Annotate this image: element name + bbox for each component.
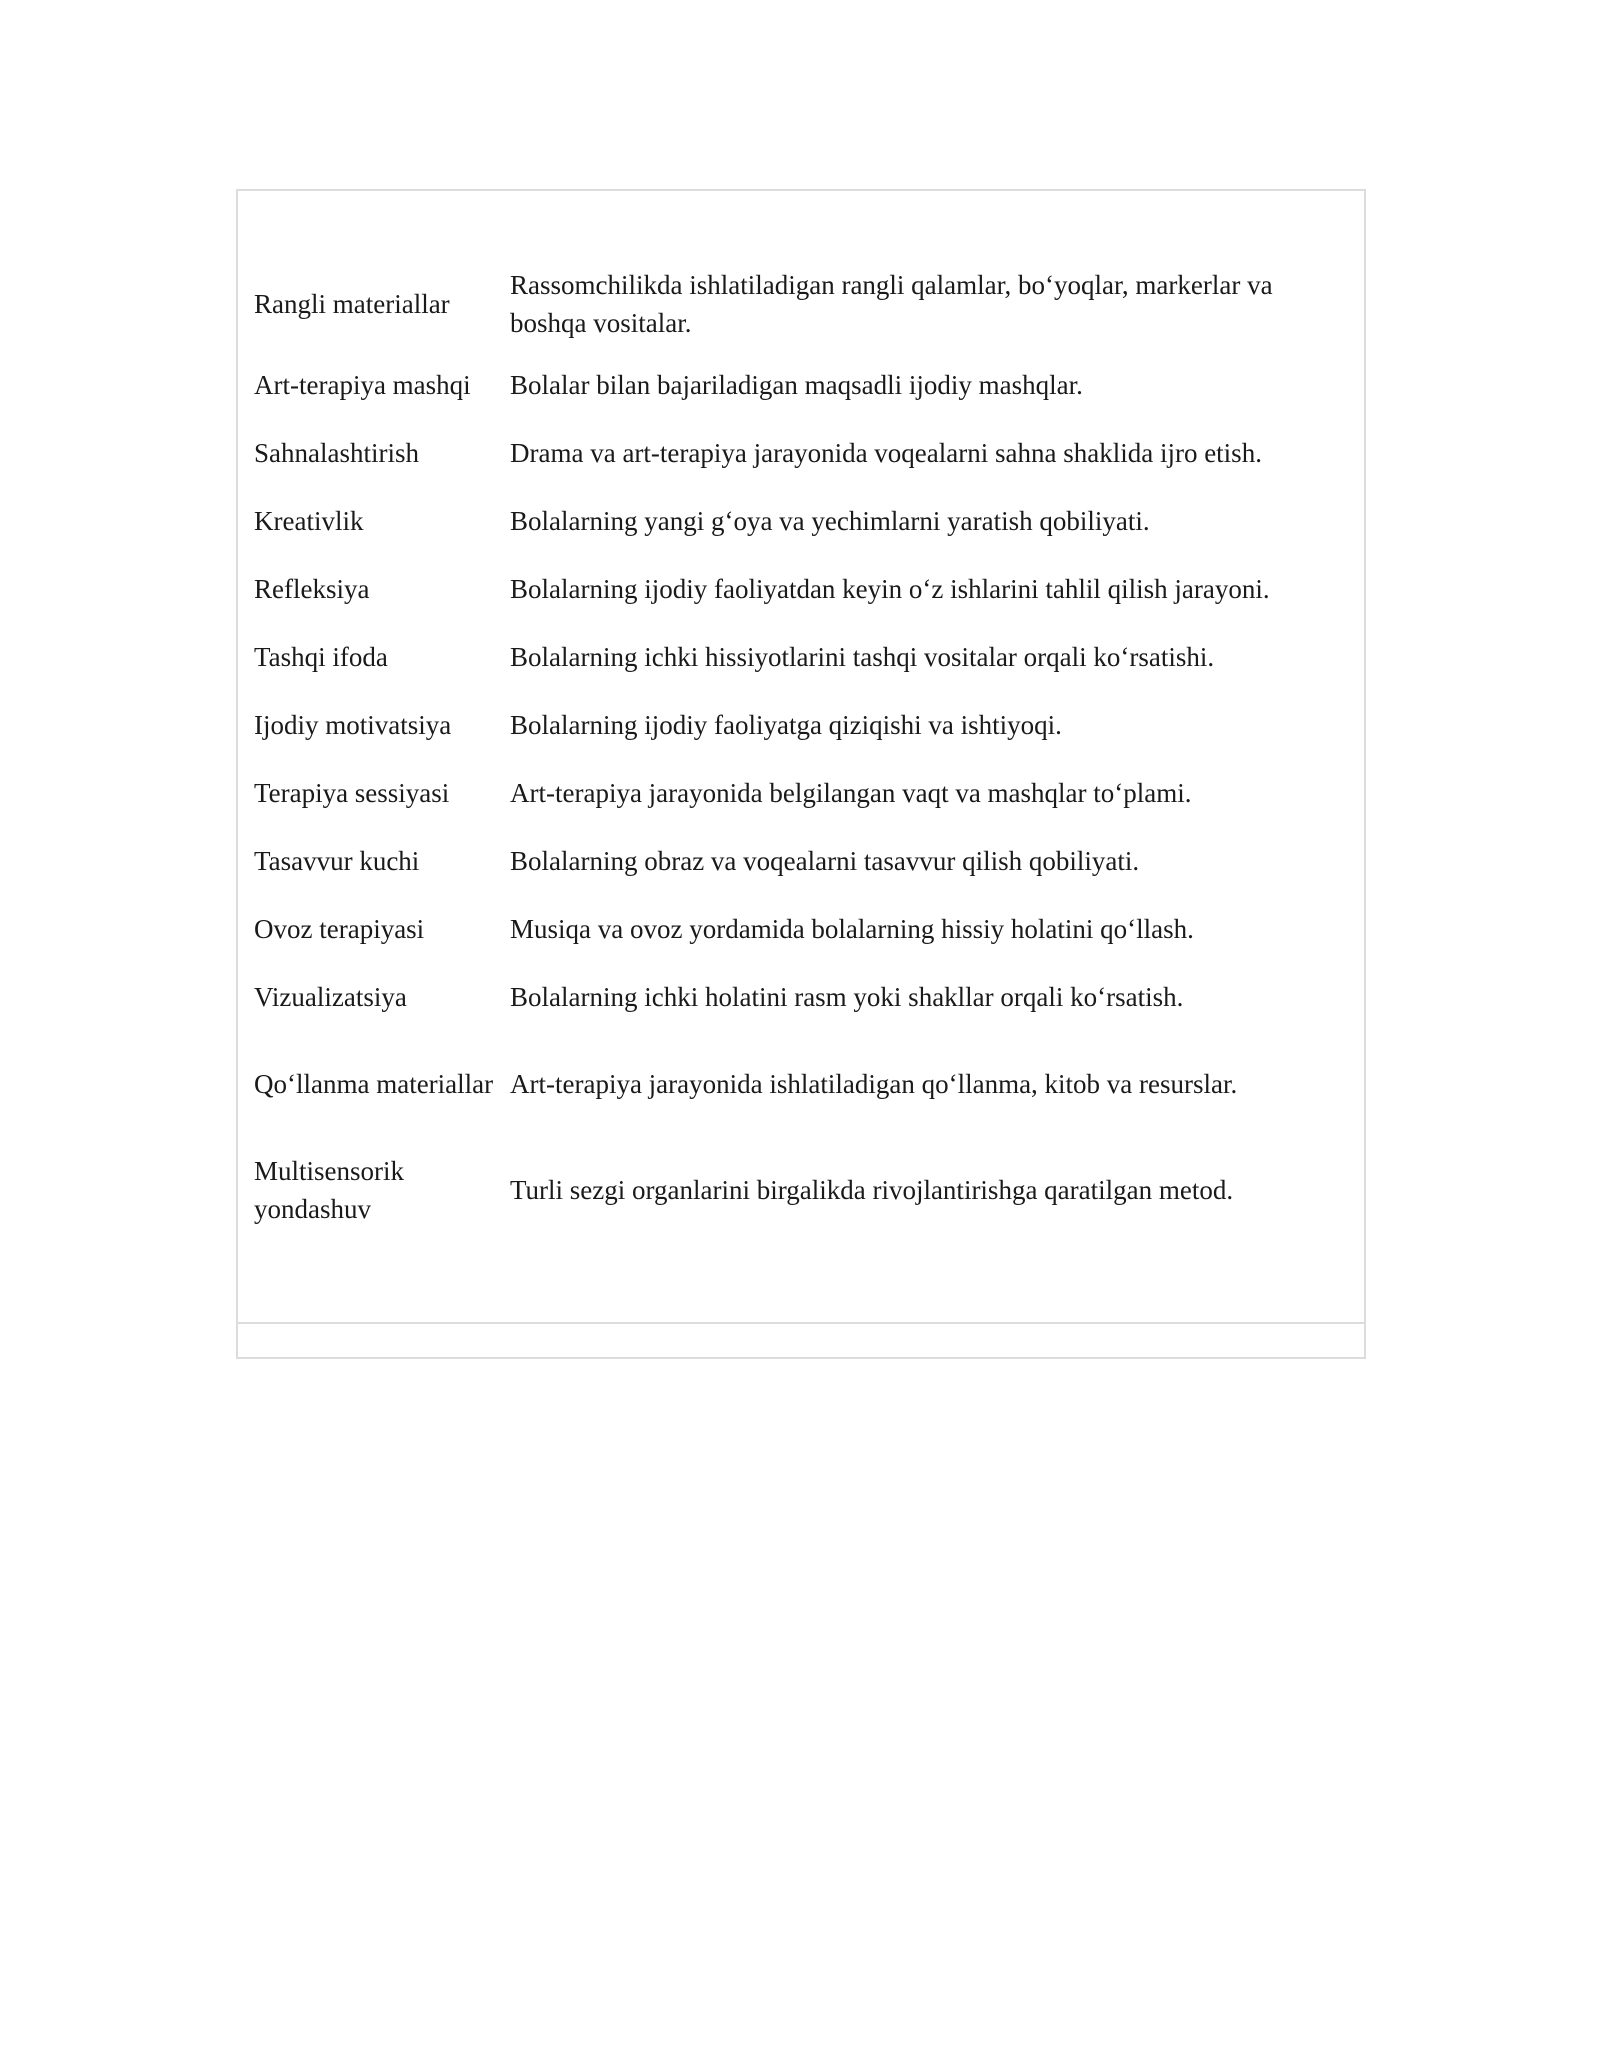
definition-cell: Musiqa va ovoz yordamida bolalarning hissiy holatini qo‘llash. [510,914,1194,944]
term-cell: Art-terapiya mashqi [254,370,471,400]
term-cell: Rangli materiallar [254,289,450,319]
definition-cell: Bolalarning ijodiy faoliyatdan keyin o‘z ishlarini tahlil qilish jarayoni. [510,574,1270,604]
term-cell: Kreativlik [254,506,364,536]
table-row [254,487,1344,555]
definition-cell: Art-terapiya jarayonida ishlatiladigan qo‘llanma, kitob va resurslar. [510,1069,1238,1099]
term-cell: Vizualizatsiya [254,982,407,1012]
definition-cell: Drama va art-terapiya jarayonida voqealarni sahna shaklida ijro etish. [510,438,1262,468]
definition-cell: Art-terapiya jarayonida belgilangan vaqt va mashqlar to‘plami. [510,778,1192,808]
table-row [254,623,1344,691]
term-cell: Sahnalashtirish [254,438,419,468]
definition-cell: Bolalarning ichki hissiyotlarini tashqi vositalar orqali ko‘rsatishi. [510,642,1215,672]
term-cell: Qo‘llanma materiallar [254,1069,494,1099]
definition-cell: Turli sezgi organlarini birgalikda rivojlantirishga qaratilgan metod. [510,1175,1234,1205]
definition-cell: Bolalarning obraz va voqealarni tasavvur qilish qobiliyati. [510,846,1140,876]
term-cell: Multisensorik yondashuv [254,1156,405,1224]
term-cell: Ijodiy motivatsiya [254,710,452,740]
table-row [254,759,1344,827]
table-row [254,963,1344,1031]
term-cell: Terapiya sessiyasi [254,778,450,808]
definition-cell: Bolalarning ichki holatini rasm yoki shakllar orqali ko‘rsatish. [510,982,1184,1012]
definition-cell: Bolalar bilan bajariladigan maqsadli ijodiy mashqlar. [510,370,1083,400]
table-row [254,257,1344,351]
table-row [254,691,1344,759]
definition-cell: Bolalarning yangi g‘oya va yechimlarni yaratish qobiliyati. [510,506,1150,536]
table-row [254,895,1344,963]
table-row [254,1137,1344,1243]
definition-cell: Rassomchilikda ishlatiladigan rangli qalamlar, bo‘yoqlar, markerlar va boshqa vositalar. [510,270,1273,338]
term-cell: Ovoz terapiyasi [254,914,425,944]
glossary-table [254,257,1344,1243]
glossary-frame [236,189,1366,1359]
table-row [254,827,1344,895]
term-cell: Tasavvur kuchi [254,846,420,876]
table-row [254,351,1344,419]
frame-divider [238,1322,1364,1324]
table-row [254,419,1344,487]
term-cell: Refleksiya [254,574,370,604]
definition-cell: Bolalarning ijodiy faoliyatga qiziqishi va ishtiyoqi. [510,710,1062,740]
table-row [254,555,1344,623]
table-row [254,1031,1344,1137]
term-cell: Tashqi ifoda [254,642,388,672]
